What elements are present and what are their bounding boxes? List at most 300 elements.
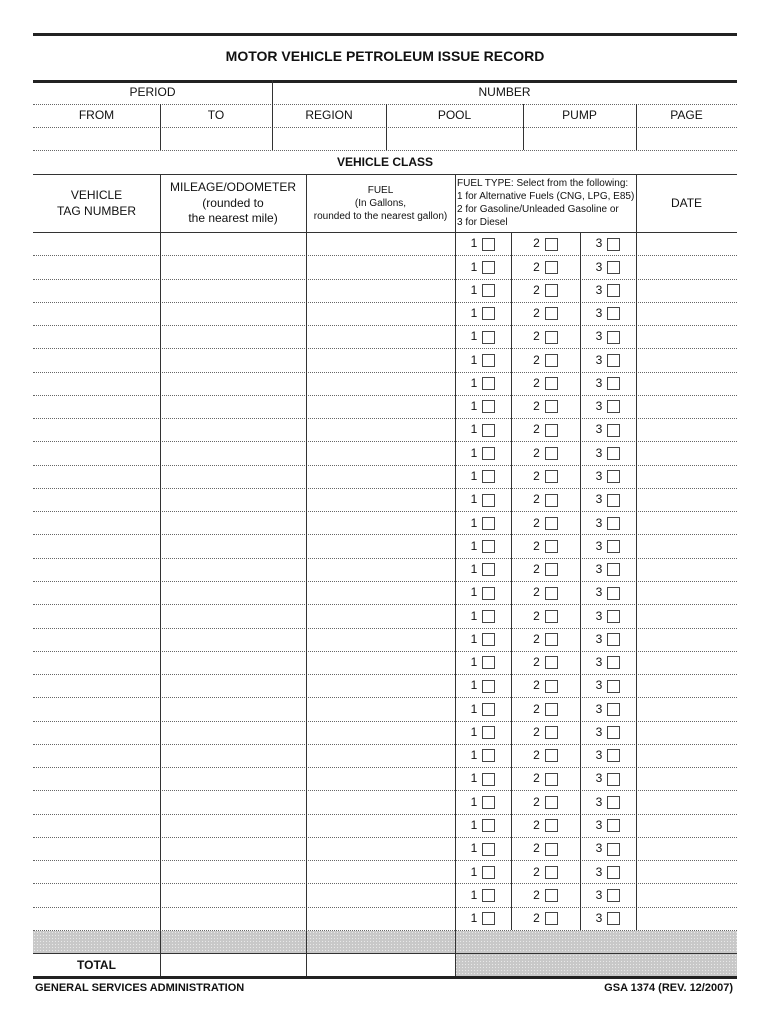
checkbox[interactable]	[545, 238, 558, 251]
fuel-type-option-2[interactable]	[511, 466, 580, 488]
tag-number-field[interactable]	[33, 652, 160, 674]
pump-field[interactable]	[523, 128, 636, 150]
date-field[interactable]	[636, 722, 737, 744]
checkbox[interactable]	[482, 238, 495, 251]
mileage-field[interactable]	[160, 233, 306, 255]
fuel-type-option-2[interactable]	[511, 373, 580, 395]
fuel-type-option-3[interactable]	[580, 535, 636, 557]
fuel-type-option-2[interactable]	[511, 280, 580, 302]
mileage-field[interactable]	[160, 652, 306, 674]
date-field[interactable]	[636, 629, 737, 651]
checkbox[interactable]	[545, 889, 558, 902]
checkbox[interactable]	[545, 587, 558, 600]
fuel-type-option-2[interactable]	[511, 419, 580, 441]
checkbox[interactable]	[607, 680, 620, 693]
fuel-type-option-1[interactable]	[455, 233, 511, 255]
mileage-field[interactable]	[160, 768, 306, 790]
fuel-gallons-field[interactable]	[306, 908, 455, 930]
checkbox[interactable]	[607, 843, 620, 856]
tag-number-field[interactable]	[33, 582, 160, 604]
fuel-gallons-field[interactable]	[306, 396, 455, 418]
fuel-type-option-3[interactable]	[580, 861, 636, 883]
date-field[interactable]	[636, 605, 737, 627]
fuel-type-option-1[interactable]	[455, 326, 511, 348]
checkbox[interactable]	[545, 773, 558, 786]
mileage-field[interactable]	[160, 815, 306, 837]
checkbox[interactable]	[482, 610, 495, 623]
tag-number-field[interactable]	[33, 419, 160, 441]
page-field[interactable]	[636, 128, 737, 150]
total-fuel-field[interactable]	[306, 954, 455, 977]
fuel-type-option-3[interactable]	[580, 233, 636, 255]
tag-number-field[interactable]	[33, 815, 160, 837]
fuel-gallons-field[interactable]	[306, 512, 455, 534]
fuel-type-option-1[interactable]	[455, 559, 511, 581]
fuel-type-option-2[interactable]	[511, 652, 580, 674]
checkbox[interactable]	[482, 424, 495, 437]
mileage-field[interactable]	[160, 373, 306, 395]
checkbox[interactable]	[545, 563, 558, 576]
checkbox[interactable]	[607, 819, 620, 832]
fuel-gallons-field[interactable]	[306, 233, 455, 255]
checkbox[interactable]	[607, 889, 620, 902]
fuel-type-option-2[interactable]	[511, 768, 580, 790]
fuel-type-option-3[interactable]	[580, 605, 636, 627]
checkbox[interactable]	[607, 284, 620, 297]
checkbox[interactable]	[607, 633, 620, 646]
checkbox[interactable]	[482, 656, 495, 669]
checkbox[interactable]	[545, 331, 558, 344]
date-field[interactable]	[636, 233, 737, 255]
fuel-gallons-field[interactable]	[306, 442, 455, 464]
fuel-type-option-2[interactable]	[511, 908, 580, 930]
fuel-type-option-1[interactable]	[455, 652, 511, 674]
date-field[interactable]	[636, 745, 737, 767]
checkbox[interactable]	[545, 703, 558, 716]
checkbox[interactable]	[607, 400, 620, 413]
date-field[interactable]	[636, 373, 737, 395]
checkbox[interactable]	[482, 331, 495, 344]
tag-number-field[interactable]	[33, 791, 160, 813]
fuel-type-option-2[interactable]	[511, 838, 580, 860]
checkbox[interactable]	[482, 796, 495, 809]
fuel-type-option-1[interactable]	[455, 629, 511, 651]
pool-field[interactable]	[386, 128, 523, 150]
checkbox[interactable]	[482, 819, 495, 832]
fuel-type-option-1[interactable]	[455, 349, 511, 371]
fuel-type-option-2[interactable]	[511, 791, 580, 813]
tag-number-field[interactable]	[33, 280, 160, 302]
mileage-field[interactable]	[160, 256, 306, 278]
mileage-field[interactable]	[160, 675, 306, 697]
fuel-gallons-field[interactable]	[306, 791, 455, 813]
fuel-type-option-3[interactable]	[580, 303, 636, 325]
checkbox[interactable]	[607, 912, 620, 925]
fuel-gallons-field[interactable]	[306, 559, 455, 581]
checkbox[interactable]	[482, 284, 495, 297]
mileage-field[interactable]	[160, 396, 306, 418]
mileage-field[interactable]	[160, 722, 306, 744]
checkbox[interactable]	[482, 563, 495, 576]
fuel-type-option-1[interactable]	[455, 396, 511, 418]
checkbox[interactable]	[607, 866, 620, 879]
fuel-type-option-3[interactable]	[580, 768, 636, 790]
checkbox[interactable]	[545, 424, 558, 437]
tag-number-field[interactable]	[33, 861, 160, 883]
fuel-type-option-3[interactable]	[580, 396, 636, 418]
fuel-type-option-2[interactable]	[511, 442, 580, 464]
tag-number-field[interactable]	[33, 768, 160, 790]
checkbox[interactable]	[545, 726, 558, 739]
tag-number-field[interactable]	[33, 466, 160, 488]
fuel-gallons-field[interactable]	[306, 815, 455, 837]
fuel-gallons-field[interactable]	[306, 489, 455, 511]
fuel-type-option-1[interactable]	[455, 791, 511, 813]
fuel-gallons-field[interactable]	[306, 629, 455, 651]
fuel-type-option-3[interactable]	[580, 652, 636, 674]
fuel-gallons-field[interactable]	[306, 582, 455, 604]
date-field[interactable]	[636, 303, 737, 325]
fuel-type-option-3[interactable]	[580, 722, 636, 744]
checkbox[interactable]	[482, 377, 495, 390]
fuel-gallons-field[interactable]	[306, 884, 455, 906]
fuel-type-option-2[interactable]	[511, 303, 580, 325]
checkbox[interactable]	[545, 866, 558, 879]
fuel-gallons-field[interactable]	[306, 698, 455, 720]
checkbox[interactable]	[545, 540, 558, 553]
checkbox[interactable]	[545, 749, 558, 762]
fuel-type-option-1[interactable]	[455, 722, 511, 744]
checkbox[interactable]	[482, 494, 495, 507]
mileage-field[interactable]	[160, 629, 306, 651]
mileage-field[interactable]	[160, 326, 306, 348]
checkbox[interactable]	[545, 610, 558, 623]
date-field[interactable]	[636, 884, 737, 906]
checkbox[interactable]	[607, 424, 620, 437]
fuel-type-option-3[interactable]	[580, 908, 636, 930]
fuel-type-option-1[interactable]	[455, 815, 511, 837]
checkbox[interactable]	[482, 889, 495, 902]
tag-number-field[interactable]	[33, 745, 160, 767]
total-mileage-field[interactable]	[160, 954, 306, 977]
fuel-type-option-1[interactable]	[455, 256, 511, 278]
date-field[interactable]	[636, 466, 737, 488]
tag-number-field[interactable]	[33, 489, 160, 511]
date-field[interactable]	[636, 512, 737, 534]
fuel-gallons-field[interactable]	[306, 373, 455, 395]
tag-number-field[interactable]	[33, 326, 160, 348]
checkbox[interactable]	[607, 587, 620, 600]
fuel-type-option-3[interactable]	[580, 838, 636, 860]
fuel-type-option-3[interactable]	[580, 698, 636, 720]
checkbox[interactable]	[607, 238, 620, 251]
fuel-type-option-2[interactable]	[511, 629, 580, 651]
checkbox[interactable]	[482, 587, 495, 600]
tag-number-field[interactable]	[33, 884, 160, 906]
date-field[interactable]	[636, 908, 737, 930]
fuel-type-option-1[interactable]	[455, 698, 511, 720]
fuel-type-option-3[interactable]	[580, 489, 636, 511]
mileage-field[interactable]	[160, 559, 306, 581]
tag-number-field[interactable]	[33, 373, 160, 395]
checkbox[interactable]	[545, 819, 558, 832]
checkbox[interactable]	[545, 912, 558, 925]
tag-number-field[interactable]	[33, 303, 160, 325]
mileage-field[interactable]	[160, 419, 306, 441]
fuel-type-option-2[interactable]	[511, 722, 580, 744]
fuel-gallons-field[interactable]	[306, 605, 455, 627]
fuel-type-option-3[interactable]	[580, 349, 636, 371]
fuel-type-option-2[interactable]	[511, 326, 580, 348]
tag-number-field[interactable]	[33, 559, 160, 581]
region-field[interactable]	[272, 128, 386, 150]
fuel-type-option-2[interactable]	[511, 489, 580, 511]
fuel-gallons-field[interactable]	[306, 768, 455, 790]
mileage-field[interactable]	[160, 349, 306, 371]
checkbox[interactable]	[545, 307, 558, 320]
date-field[interactable]	[636, 419, 737, 441]
fuel-type-option-2[interactable]	[511, 559, 580, 581]
checkbox[interactable]	[482, 517, 495, 530]
checkbox[interactable]	[607, 331, 620, 344]
checkbox[interactable]	[482, 773, 495, 786]
fuel-type-option-3[interactable]	[580, 256, 636, 278]
date-field[interactable]	[636, 768, 737, 790]
mileage-field[interactable]	[160, 908, 306, 930]
mileage-field[interactable]	[160, 605, 306, 627]
checkbox[interactable]	[482, 447, 495, 460]
fuel-type-option-3[interactable]	[580, 629, 636, 651]
fuel-type-option-2[interactable]	[511, 582, 580, 604]
checkbox[interactable]	[545, 656, 558, 669]
checkbox[interactable]	[607, 261, 620, 274]
mileage-field[interactable]	[160, 280, 306, 302]
checkbox[interactable]	[482, 261, 495, 274]
checkbox[interactable]	[482, 540, 495, 553]
fuel-type-option-2[interactable]	[511, 535, 580, 557]
checkbox[interactable]	[545, 517, 558, 530]
fuel-type-option-3[interactable]	[580, 791, 636, 813]
checkbox[interactable]	[607, 796, 620, 809]
fuel-type-option-1[interactable]	[455, 512, 511, 534]
date-field[interactable]	[636, 489, 737, 511]
fuel-type-option-3[interactable]	[580, 559, 636, 581]
mileage-field[interactable]	[160, 466, 306, 488]
checkbox[interactable]	[607, 470, 620, 483]
fuel-type-option-2[interactable]	[511, 815, 580, 837]
checkbox[interactable]	[607, 377, 620, 390]
fuel-gallons-field[interactable]	[306, 535, 455, 557]
fuel-gallons-field[interactable]	[306, 745, 455, 767]
date-field[interactable]	[636, 326, 737, 348]
fuel-gallons-field[interactable]	[306, 466, 455, 488]
checkbox[interactable]	[545, 494, 558, 507]
date-field[interactable]	[636, 256, 737, 278]
fuel-gallons-field[interactable]	[306, 652, 455, 674]
checkbox[interactable]	[482, 633, 495, 646]
checkbox[interactable]	[482, 912, 495, 925]
checkbox[interactable]	[545, 400, 558, 413]
fuel-type-option-1[interactable]	[455, 535, 511, 557]
date-field[interactable]	[636, 861, 737, 883]
fuel-type-option-3[interactable]	[580, 675, 636, 697]
checkbox[interactable]	[607, 749, 620, 762]
fuel-type-option-3[interactable]	[580, 815, 636, 837]
fuel-gallons-field[interactable]	[306, 349, 455, 371]
fuel-type-option-1[interactable]	[455, 280, 511, 302]
date-field[interactable]	[636, 396, 737, 418]
checkbox[interactable]	[607, 517, 620, 530]
checkbox[interactable]	[545, 843, 558, 856]
checkbox[interactable]	[545, 261, 558, 274]
date-field[interactable]	[636, 791, 737, 813]
tag-number-field[interactable]	[33, 908, 160, 930]
date-field[interactable]	[636, 652, 737, 674]
tag-number-field[interactable]	[33, 698, 160, 720]
tag-number-field[interactable]	[33, 675, 160, 697]
fuel-type-option-2[interactable]	[511, 675, 580, 697]
tag-number-field[interactable]	[33, 256, 160, 278]
fuel-type-option-3[interactable]	[580, 466, 636, 488]
checkbox[interactable]	[607, 354, 620, 367]
mileage-field[interactable]	[160, 442, 306, 464]
date-field[interactable]	[636, 698, 737, 720]
checkbox[interactable]	[607, 494, 620, 507]
fuel-gallons-field[interactable]	[306, 675, 455, 697]
fuel-type-option-2[interactable]	[511, 884, 580, 906]
tag-number-field[interactable]	[33, 535, 160, 557]
fuel-type-option-1[interactable]	[455, 373, 511, 395]
fuel-type-option-2[interactable]	[511, 256, 580, 278]
fuel-type-option-1[interactable]	[455, 442, 511, 464]
checkbox[interactable]	[607, 563, 620, 576]
fuel-gallons-field[interactable]	[306, 722, 455, 744]
fuel-type-option-1[interactable]	[455, 303, 511, 325]
date-field[interactable]	[636, 535, 737, 557]
checkbox[interactable]	[607, 703, 620, 716]
checkbox[interactable]	[482, 354, 495, 367]
tag-number-field[interactable]	[33, 605, 160, 627]
fuel-type-option-1[interactable]	[455, 838, 511, 860]
checkbox[interactable]	[607, 447, 620, 460]
tag-number-field[interactable]	[33, 349, 160, 371]
fuel-type-option-2[interactable]	[511, 745, 580, 767]
mileage-field[interactable]	[160, 861, 306, 883]
fuel-type-option-1[interactable]	[455, 908, 511, 930]
tag-number-field[interactable]	[33, 722, 160, 744]
date-field[interactable]	[636, 582, 737, 604]
fuel-gallons-field[interactable]	[306, 280, 455, 302]
mileage-field[interactable]	[160, 303, 306, 325]
fuel-type-option-3[interactable]	[580, 745, 636, 767]
checkbox[interactable]	[545, 680, 558, 693]
checkbox[interactable]	[607, 656, 620, 669]
fuel-type-option-2[interactable]	[511, 349, 580, 371]
mileage-field[interactable]	[160, 698, 306, 720]
date-field[interactable]	[636, 280, 737, 302]
date-field[interactable]	[636, 838, 737, 860]
fuel-gallons-field[interactable]	[306, 861, 455, 883]
checkbox[interactable]	[482, 307, 495, 320]
checkbox[interactable]	[482, 400, 495, 413]
checkbox[interactable]	[482, 749, 495, 762]
checkbox[interactable]	[545, 354, 558, 367]
fuel-type-option-1[interactable]	[455, 605, 511, 627]
checkbox[interactable]	[545, 470, 558, 483]
checkbox[interactable]	[607, 726, 620, 739]
mileage-field[interactable]	[160, 582, 306, 604]
fuel-type-option-1[interactable]	[455, 861, 511, 883]
checkbox[interactable]	[482, 470, 495, 483]
fuel-type-option-3[interactable]	[580, 582, 636, 604]
checkbox[interactable]	[482, 866, 495, 879]
fuel-type-option-3[interactable]	[580, 512, 636, 534]
fuel-type-option-1[interactable]	[455, 745, 511, 767]
date-field[interactable]	[636, 815, 737, 837]
checkbox[interactable]	[607, 773, 620, 786]
from-field[interactable]	[33, 128, 160, 150]
fuel-type-option-1[interactable]	[455, 884, 511, 906]
fuel-gallons-field[interactable]	[306, 303, 455, 325]
date-field[interactable]	[636, 559, 737, 581]
fuel-type-option-2[interactable]	[511, 861, 580, 883]
mileage-field[interactable]	[160, 512, 306, 534]
mileage-field[interactable]	[160, 535, 306, 557]
tag-number-field[interactable]	[33, 512, 160, 534]
mileage-field[interactable]	[160, 791, 306, 813]
checkbox[interactable]	[545, 447, 558, 460]
fuel-gallons-field[interactable]	[306, 419, 455, 441]
fuel-type-option-1[interactable]	[455, 466, 511, 488]
date-field[interactable]	[636, 349, 737, 371]
date-field[interactable]	[636, 442, 737, 464]
fuel-type-option-1[interactable]	[455, 419, 511, 441]
checkbox[interactable]	[545, 633, 558, 646]
date-field[interactable]	[636, 675, 737, 697]
mileage-field[interactable]	[160, 884, 306, 906]
fuel-type-option-2[interactable]	[511, 396, 580, 418]
tag-number-field[interactable]	[33, 442, 160, 464]
mileage-field[interactable]	[160, 745, 306, 767]
checkbox[interactable]	[482, 726, 495, 739]
checkbox[interactable]	[482, 680, 495, 693]
fuel-type-option-2[interactable]	[511, 605, 580, 627]
tag-number-field[interactable]	[33, 396, 160, 418]
checkbox[interactable]	[607, 540, 620, 553]
fuel-type-option-1[interactable]	[455, 582, 511, 604]
fuel-type-option-2[interactable]	[511, 698, 580, 720]
mileage-field[interactable]	[160, 489, 306, 511]
checkbox[interactable]	[607, 610, 620, 623]
fuel-gallons-field[interactable]	[306, 256, 455, 278]
checkbox[interactable]	[482, 843, 495, 856]
fuel-type-option-3[interactable]	[580, 373, 636, 395]
fuel-type-option-1[interactable]	[455, 768, 511, 790]
fuel-type-option-3[interactable]	[580, 442, 636, 464]
checkbox[interactable]	[607, 307, 620, 320]
checkbox[interactable]	[545, 796, 558, 809]
fuel-type-option-3[interactable]	[580, 326, 636, 348]
checkbox[interactable]	[545, 284, 558, 297]
fuel-type-option-3[interactable]	[580, 419, 636, 441]
checkbox[interactable]	[545, 377, 558, 390]
fuel-type-option-1[interactable]	[455, 489, 511, 511]
fuel-type-option-3[interactable]	[580, 280, 636, 302]
checkbox[interactable]	[482, 703, 495, 716]
tag-number-field[interactable]	[33, 629, 160, 651]
tag-number-field[interactable]	[33, 838, 160, 860]
fuel-type-option-2[interactable]	[511, 233, 580, 255]
